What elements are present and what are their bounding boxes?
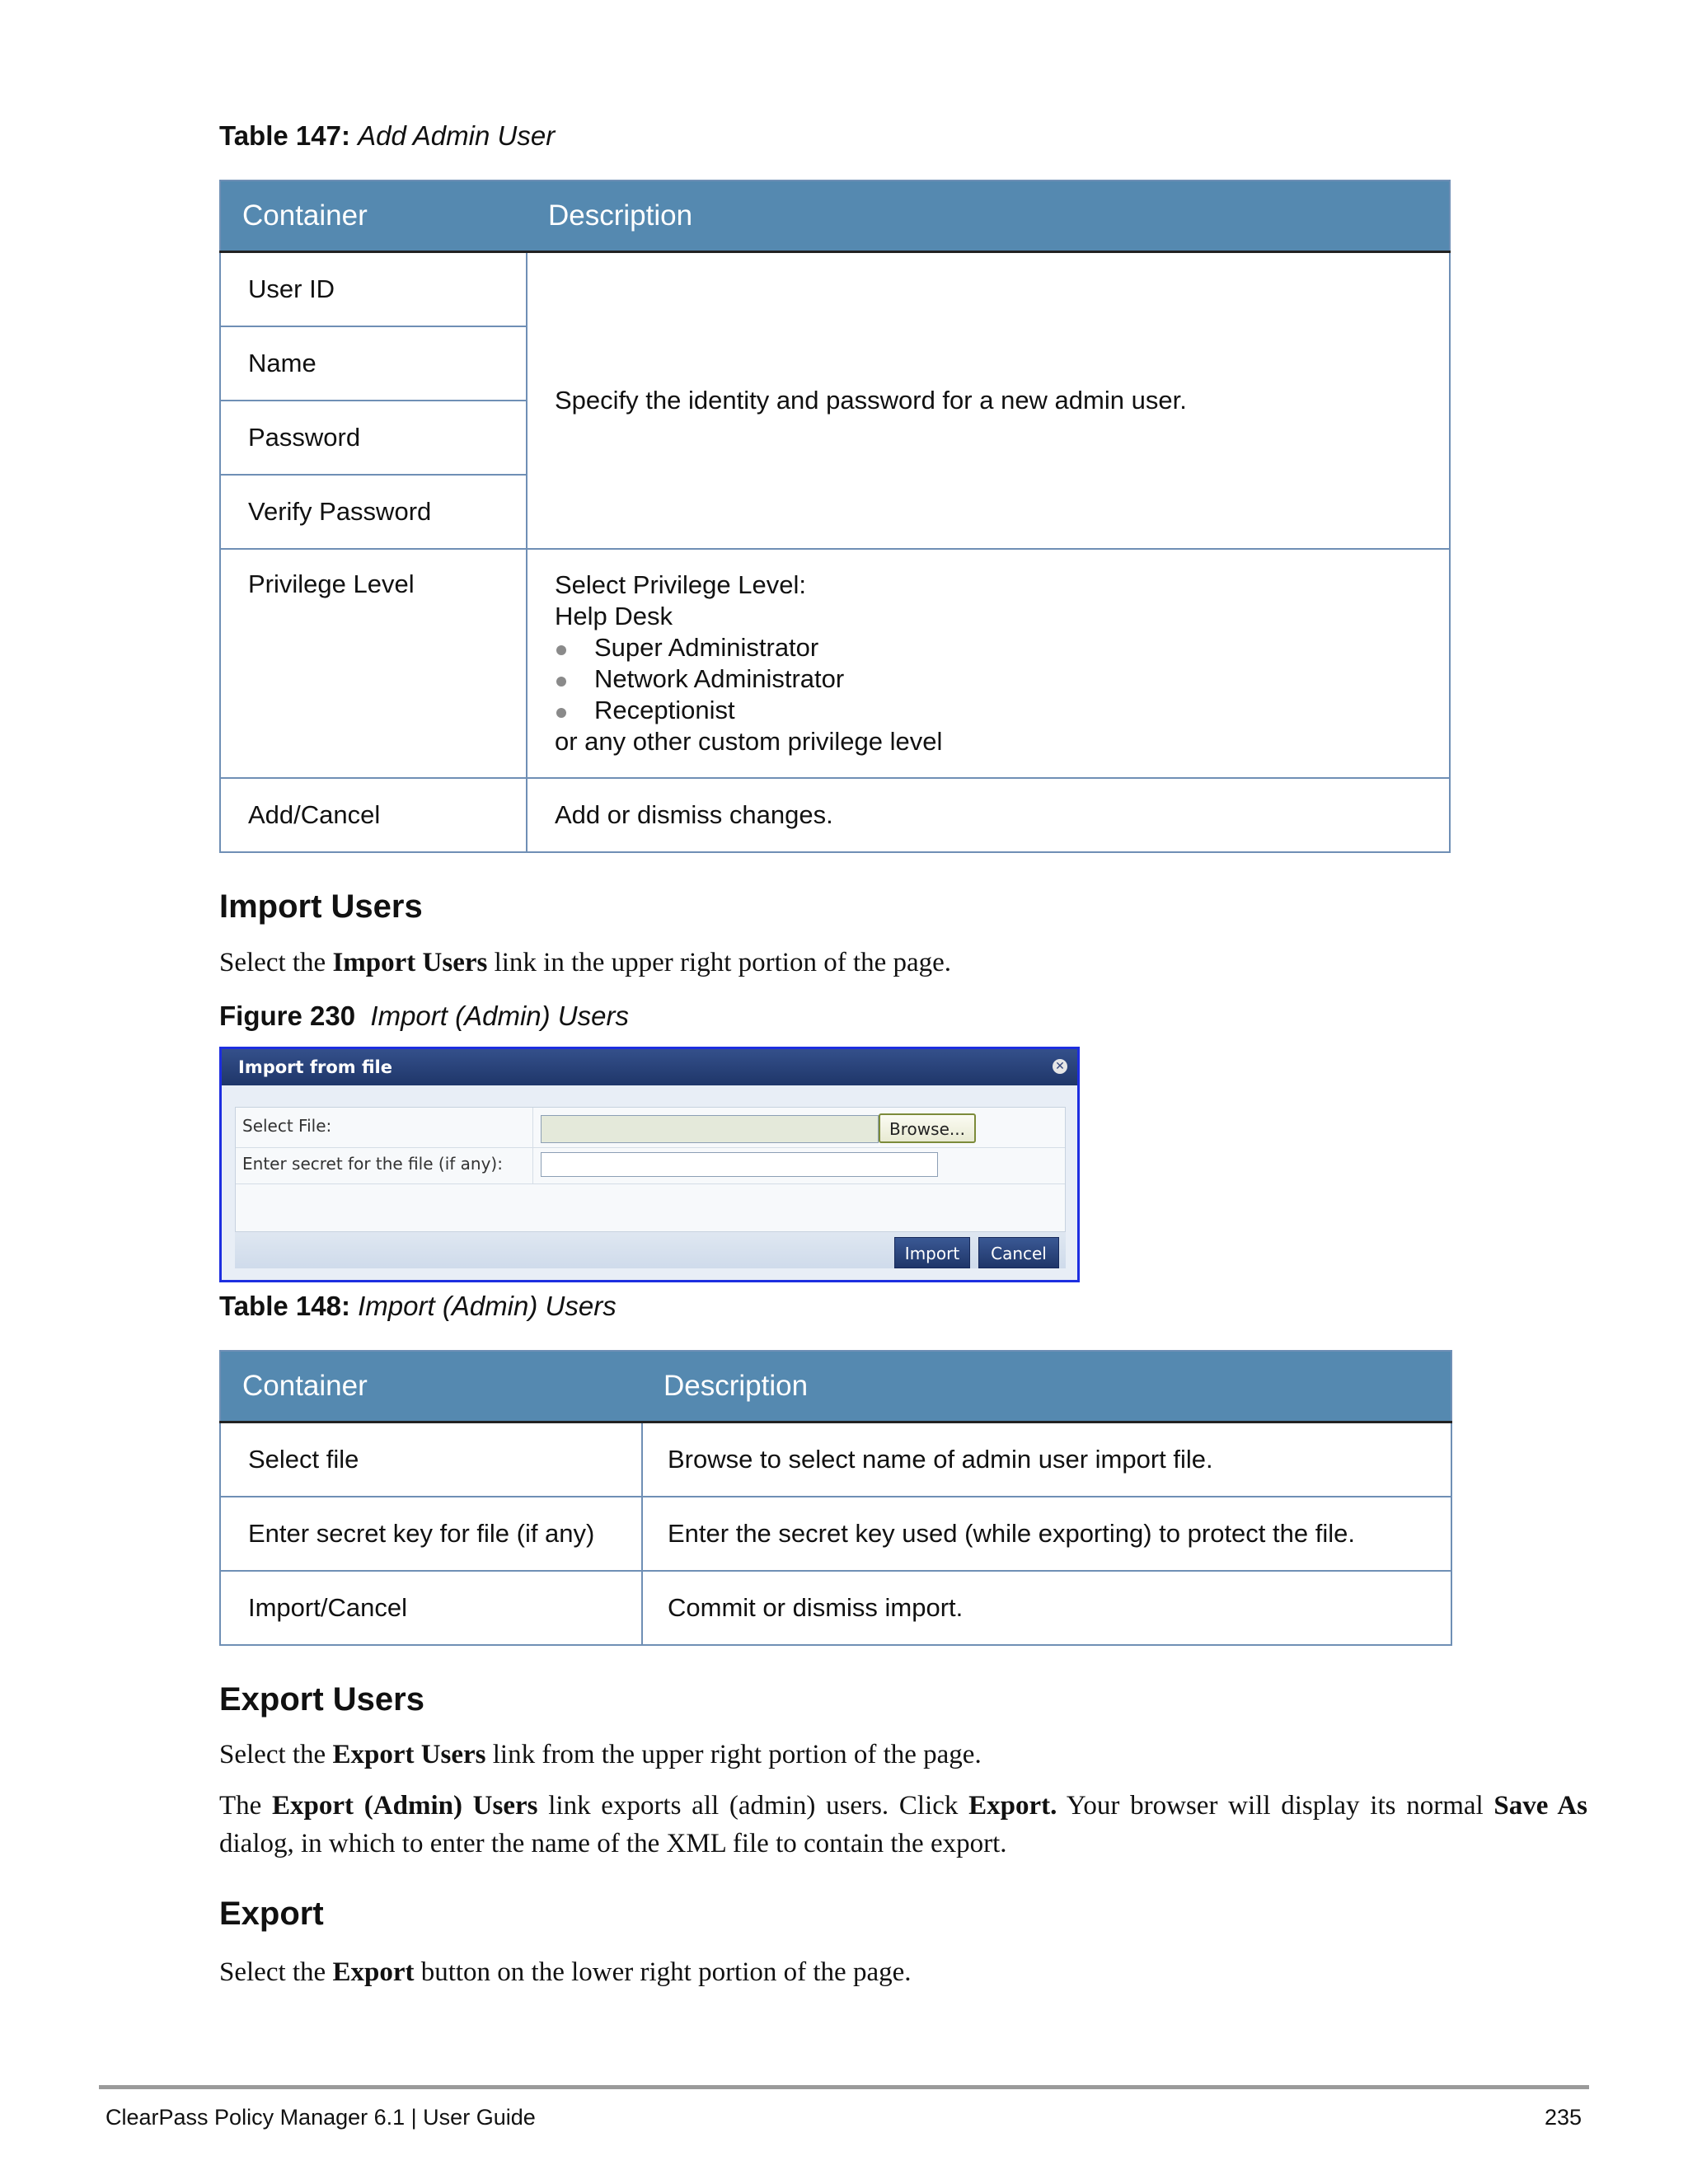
privilege-outro: or any other custom privilege level [555, 726, 943, 756]
dialog-title: Import from file [238, 1057, 392, 1077]
export-users-paragraph-1: Select the Export Users link from the upper right portion of the page. [219, 1740, 982, 1769]
cell-container: Import/Cancel [220, 1571, 642, 1645]
figure-label: Figure 230 [219, 1001, 356, 1031]
secret-input[interactable] [541, 1152, 938, 1177]
cell-user-id: User ID [220, 252, 527, 326]
export-users-heading: Export Users [219, 1681, 424, 1718]
cancel-button[interactable]: Cancel [978, 1237, 1059, 1268]
cell-description: Commit or dismiss import. [642, 1571, 1451, 1645]
cell-container: Select file [220, 1422, 642, 1497]
table-row [220, 1571, 1451, 1645]
header-description: Description [642, 1351, 1451, 1422]
cell-identity-description: Specify the identity and password for a new admin user. [527, 252, 1450, 549]
figure-230-caption [219, 1001, 629, 1032]
privilege-bullet-list [555, 632, 1422, 726]
list-item: Super Administrator [555, 632, 1422, 663]
table-row [220, 1422, 1451, 1497]
dialog-footer [235, 1232, 1066, 1268]
header-container: Container [220, 1351, 642, 1422]
table-147 [219, 180, 1451, 853]
import-users-paragraph: Select the Import Users link in the upper right portion of the page. [219, 948, 952, 977]
select-file-row [236, 1108, 1065, 1148]
table-147-caption [219, 120, 555, 152]
cell-privilege-level: Privilege Level [220, 549, 527, 778]
export-heading: Export [219, 1896, 324, 1932]
close-icon[interactable]: ✕ [1053, 1059, 1067, 1074]
privilege-intro: Select Privilege Level: [555, 569, 806, 599]
table-caption-title: Add Admin User [358, 120, 556, 151]
table-caption-title: Import (Admin) Users [358, 1291, 617, 1321]
column-separator [532, 1108, 533, 1147]
cell-description: Browse to select name of admin user import file. [642, 1422, 1451, 1497]
import-button[interactable]: Import [894, 1237, 970, 1268]
table-row [220, 1497, 1451, 1571]
table-148 [219, 1350, 1452, 1646]
page-number: 235 [1545, 2105, 1582, 2130]
header-container: Container [220, 180, 527, 252]
export-users-paragraph-2: The Export (Admin) Users link exports all (admin) users. Click Export. Your browser will display its normal Save As dialog, in which to enter the name of the XML file to contain the export. [219, 1791, 1587, 1858]
list-item: Receptionist [555, 695, 1422, 726]
secret-label: Enter secret for the file (if any): [242, 1154, 503, 1174]
cell-container: Enter secret key for file (if any) [220, 1497, 642, 1571]
privilege-first: Help Desk [555, 601, 673, 630]
cell-add-cancel: Add/Cancel [220, 778, 527, 852]
cell-password: Password [220, 401, 527, 475]
header-description: Description [527, 180, 1450, 252]
list-item: Network Administrator [555, 663, 1422, 695]
figure-title: Import (Admin) Users [370, 1001, 629, 1031]
cell-name: Name [220, 326, 527, 401]
browse-button[interactable]: Browse... [879, 1113, 976, 1143]
footer-rule [99, 2085, 1589, 2089]
cell-add-cancel-description: Add or dismiss changes. [527, 778, 1450, 852]
import-users-heading: Import Users [219, 888, 423, 925]
footer-title: ClearPass Policy Manager 6.1 | User Guide [106, 2105, 536, 2130]
cell-description: Enter the secret key used (while exporting) to protect the file. [642, 1497, 1451, 1571]
cell-privilege-description [527, 549, 1450, 778]
table-caption-label: Table 148: [219, 1291, 350, 1321]
file-path-input[interactable] [541, 1115, 879, 1143]
export-paragraph: Select the Export button on the lower right portion of the page. [219, 1957, 912, 1987]
dialog-form [235, 1107, 1066, 1232]
select-file-label: Select File: [242, 1116, 332, 1136]
cell-verify-password: Verify Password [220, 475, 527, 549]
dialog-title-bar [222, 1049, 1077, 1085]
table-caption-label: Table 147: [219, 120, 350, 151]
table-148-caption [219, 1291, 617, 1322]
secret-row [236, 1147, 1065, 1184]
column-separator [532, 1147, 533, 1183]
import-from-file-dialog [219, 1047, 1080, 1282]
